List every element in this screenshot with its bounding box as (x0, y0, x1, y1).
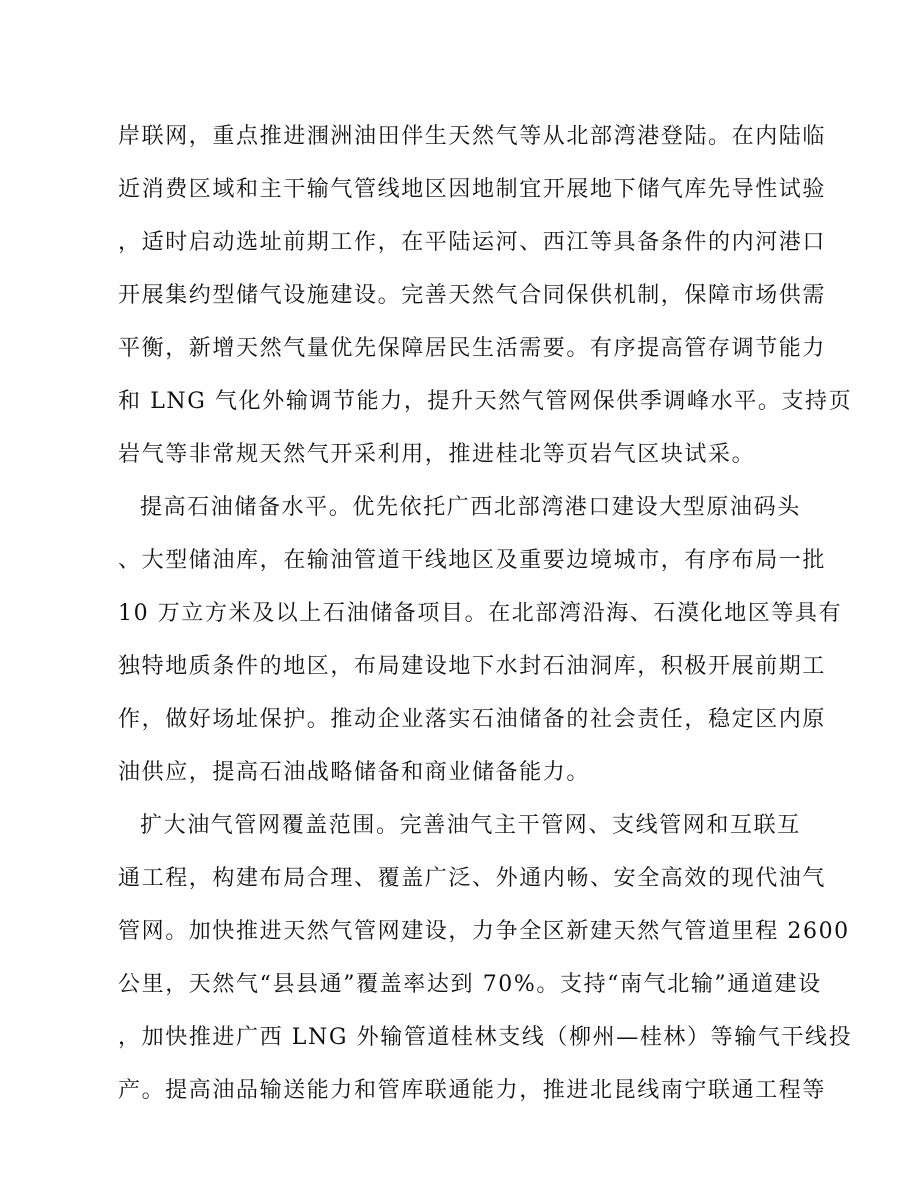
paragraph-lng-storage (118, 114, 853, 485)
text-line: ，适时启动选址前期工作，在平陆运河、西江等具备条件的内河港口 (118, 230, 827, 255)
text-line: 通工程，构建布局合理、覆盖广泛、外通内畅、安全高效的现代油气 (118, 866, 827, 891)
body-text (118, 114, 853, 1121)
paragraph-pipeline-network (118, 803, 853, 1121)
text-line: 油供应，提高石油战略储备和商业储备能力。 (118, 760, 591, 785)
text-line: 平衡，新增天然气量优先保障居民生活需要。有序提高管存调节能力 (118, 336, 827, 361)
text-line: 作，做好场址保护。推动企业落实石油储备的社会责任，稳定区内原 (118, 707, 827, 732)
paragraph-oil-reserve (118, 485, 843, 803)
text-line-first: 扩大油气管网覆盖范围。完善油气主干管网、支线管网和互联互 (140, 813, 801, 838)
text-line: 产。提高油品输送能力和管库联通能力，推进北昆线南宁联通工程等 (118, 1078, 827, 1103)
text-line: ，加快推进广西 LNG 外输管道桂林支线（柳州—桂林）等输气干线投 (118, 1025, 853, 1050)
text-line: 管网。加快推进天然气管网建设，力争全区新建天然气管道里程 2600 (118, 919, 850, 944)
text-line: 独特地质条件的地区，布局建设地下水封石油洞库，积极开展前期工 (118, 654, 827, 679)
text-line: 岩气等非常规天然气开采利用，推进桂北等页岩气区块试采。 (118, 442, 756, 467)
text-line: 和 LNG 气化外输调节能力，提升天然气管网保供季调峰水平。支持页 (118, 389, 853, 414)
text-line-first: 提高石油储备水平。优先依托广西北部湾港口建设大型原油码头 (140, 495, 801, 520)
text-line: 、大型储油库，在输油管道干线地区及重要边境城市，有序布局一批 (118, 548, 827, 573)
text-line: 岸联网，重点推进涠洲油田伴生天然气等从北部湾港登陆。在内陆临 (118, 124, 827, 149)
text-line: 公里，天然气“县县通”覆盖率达到 70%。支持“南气北输”通道建设 (118, 972, 822, 997)
text-line: 开展集约型储气设施建设。完善天然气合同保供机制，保障市场供需 (118, 283, 827, 308)
text-line: 近消费区域和主干输气管线地区因地制宜开展地下储气库先导性试验 (118, 177, 827, 202)
text-line: 10 万立方米及以上石油储备项目。在北部湾沿海、石漠化地区等具有 (118, 601, 843, 626)
